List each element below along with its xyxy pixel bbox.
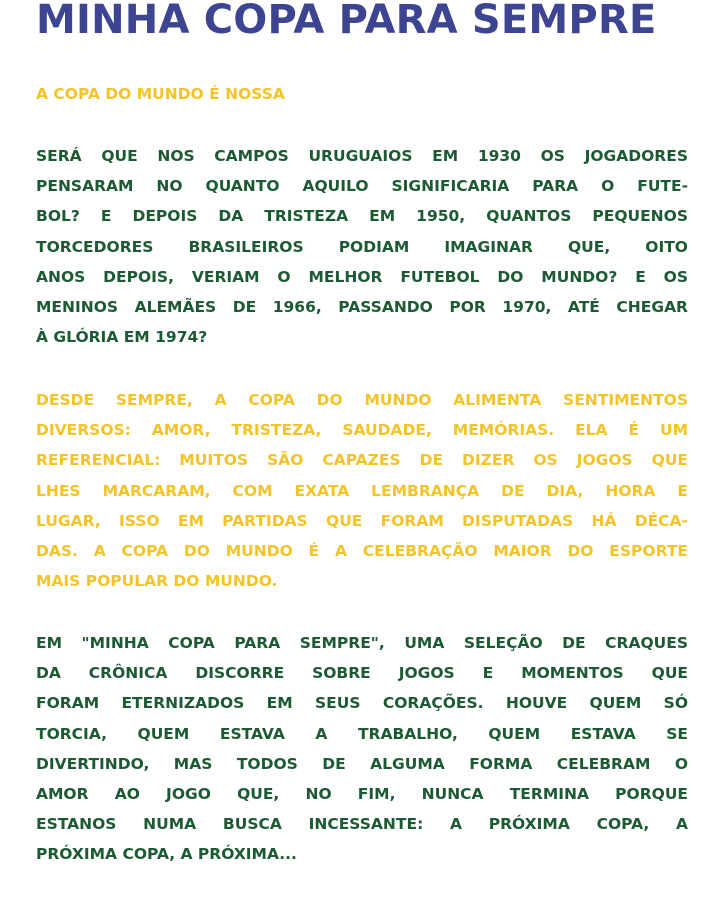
paragraph-line: SERÁ QUE NOS CAMPOS URUGUAIOS EM 1930 OS JOGADORES	[36, 147, 688, 165]
book-description-paragraph	[36, 628, 688, 870]
paragraph-line: LUGAR, ISSO EM PARTIDAS QUE FORAM DISPUTADAS HÁ DÉCA-	[36, 511, 688, 530]
paragraph-line: MENINOS ALEMÃES DE 1966, PASSANDO POR 1970, ATÉ CHEGAR	[36, 298, 688, 317]
paragraph-line: DIVERTINDO, MAS TODOS DE ALGUMA FORMA CELEBRAM O	[36, 754, 688, 773]
paragraph-line: EM "MINHA COPA PARA SEMPRE", UMA SELEÇÃO DE CRAQUES	[36, 634, 688, 652]
paragraph-line: ANOS DEPOIS, VERIAM O MELHOR FUTEBOL DO MUNDO? E OS	[36, 267, 688, 286]
paragraph-line: AMOR AO JOGO QUE, NO FIM, NUNCA TERMINA PORQUE	[36, 785, 688, 804]
paragraph-line: DAS. A COPA DO MUNDO É A CELEBRAÇÃO MAIOR DO ESPORTE	[36, 542, 688, 561]
paragraph-line: À GLÓRIA EM 1974?	[36, 328, 208, 347]
paragraph-line: REFERENCIAL: MUITOS SÃO CAPAZES DE DIZER OS JOGOS QUE	[36, 451, 688, 470]
paragraph-line: ESTANOS NUMA BUSCA INCESSANTE: A PRÓXIMA COPA, A	[36, 815, 688, 834]
intro-paragraph	[36, 141, 688, 352]
paragraph-line: DESDE SEMPRE, A COPA DO MUNDO ALIMENTA SENTIMENTOS	[36, 391, 688, 409]
paragraph-line: BOL? E DEPOIS DA TRISTEZA EM 1950, QUANTOS PEQUENOS	[36, 207, 688, 226]
paragraph-line: PRÓXIMA COPA, A PRÓXIMA...	[36, 845, 297, 864]
book-title: MINHA COPA PARA SEMPRE	[36, 0, 657, 43]
paragraph-line: FORAM ETERNIZADOS EM SEUS CORAÇÕES. HOUVE QUEM SÓ	[36, 694, 688, 713]
paragraph-line: DIVERSOS: AMOR, TRISTEZA, SAUDADE, MEMÓRIAS. ELA É UM	[36, 421, 688, 440]
paragraph-line: LHES MARCARAM, COM EXATA LEMBRANÇA DE DIA, HORA E	[36, 481, 688, 500]
paragraph-line: DA CRÔNICA DISCORRE SOBRE JOGOS E MOMENTOS QUE	[36, 664, 688, 683]
feelings-paragraph	[36, 385, 688, 596]
paragraph-line: TORCIA, QUEM ESTAVA A TRABALHO, QUEM ESTAVA SE	[36, 724, 688, 743]
paragraph-line: TORCEDORES BRASILEIROS PODIAM IMAGINAR QUE, OITO	[36, 237, 688, 256]
paragraph-line: PENSARAM NO QUANTO AQUILO SIGNIFICARIA PARA O FUTE-	[36, 177, 688, 196]
book-subtitle: A COPA DO MUNDO É NOSSA	[36, 85, 285, 103]
paragraph-line: MAIS POPULAR DO MUNDO.	[36, 572, 278, 591]
